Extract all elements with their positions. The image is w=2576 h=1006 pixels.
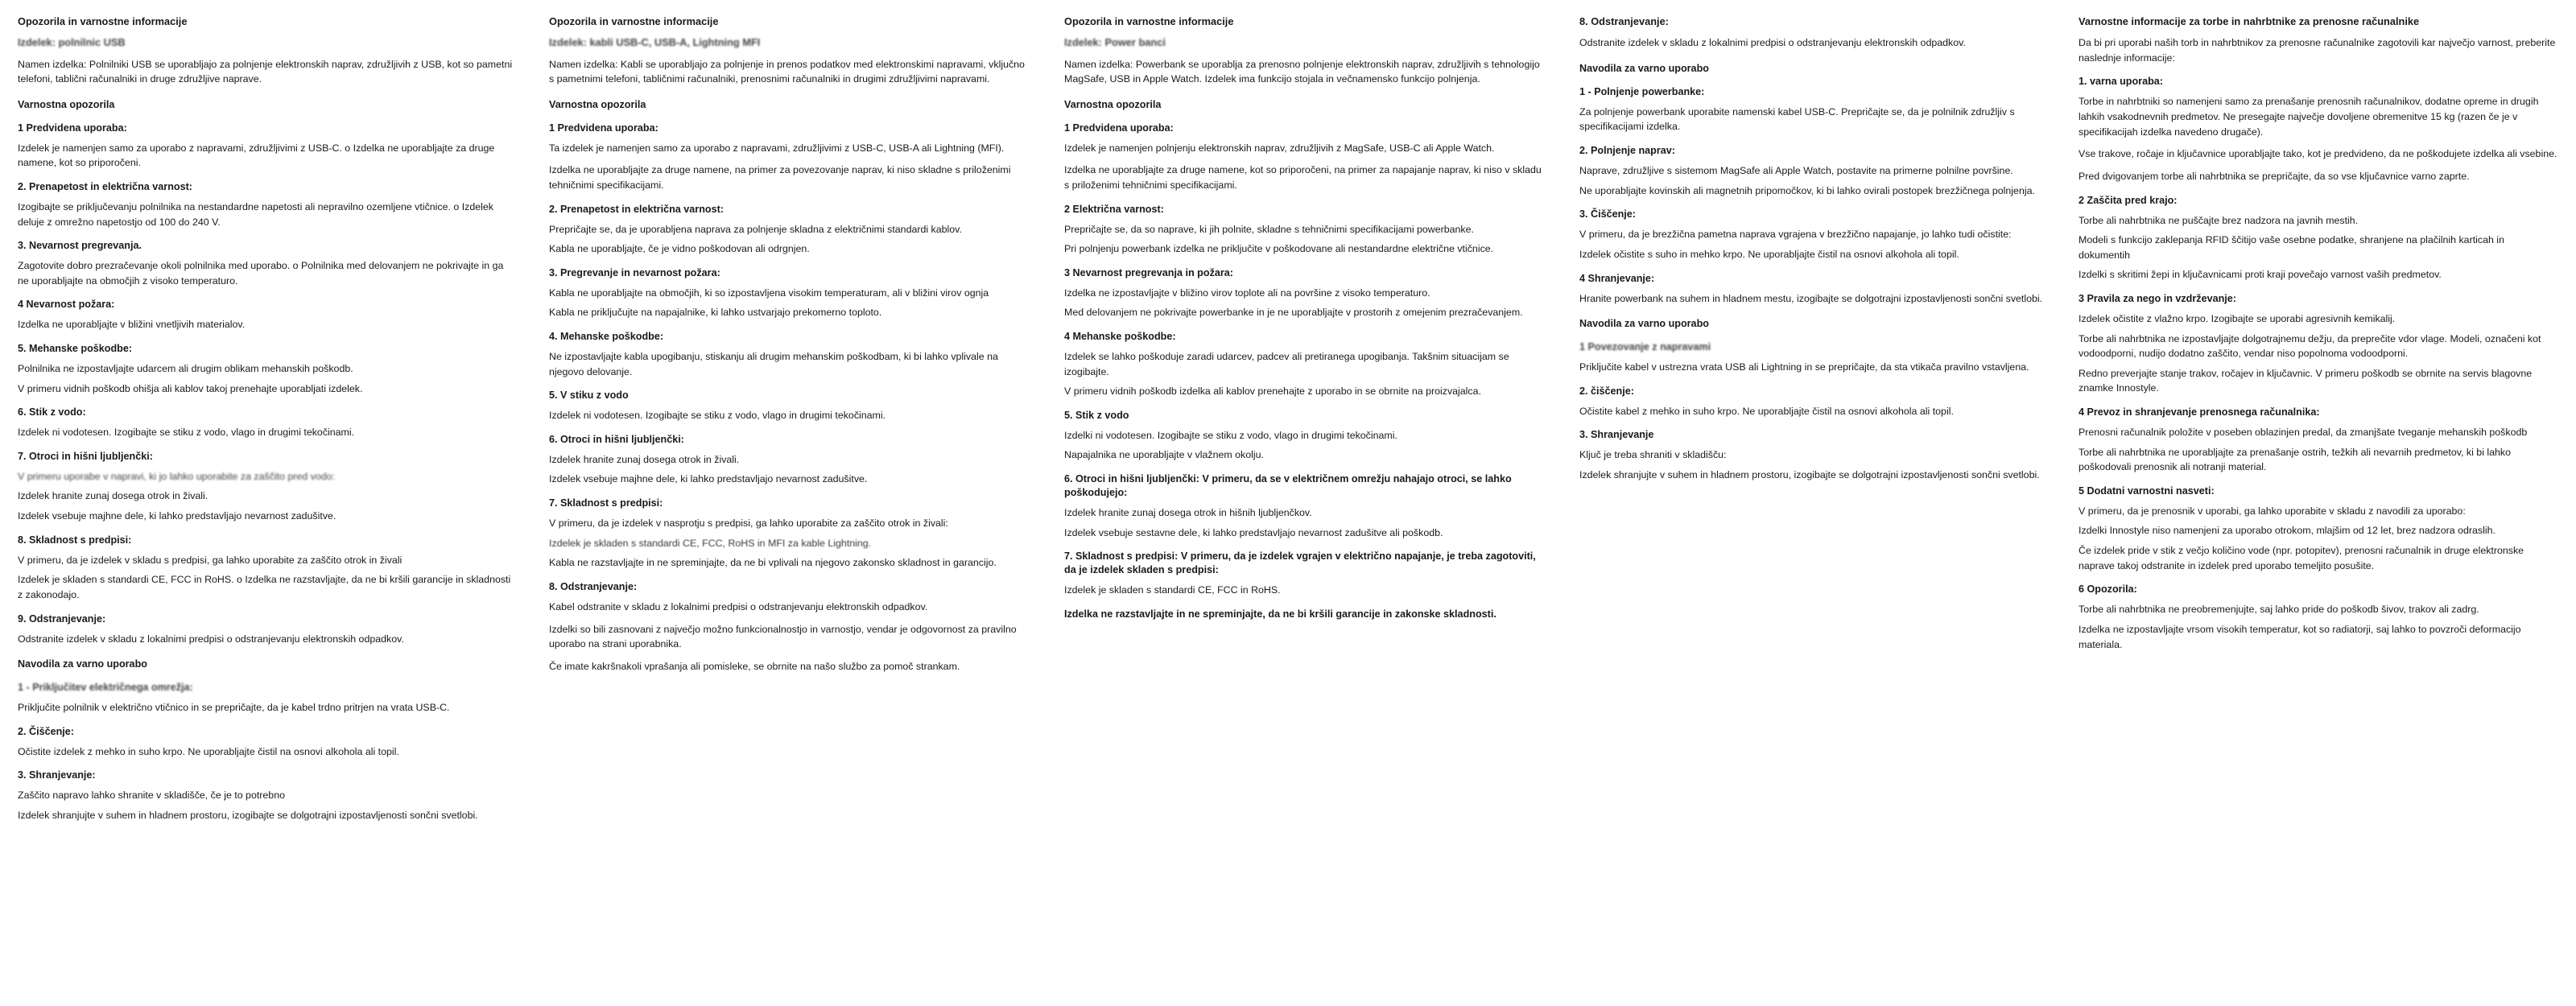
body-paragraph: Torbe ali nahrbtnika ne uporabljajte za prenašanje ostrih, težkih ali nevarnih predmetov, ki bi lahko poškodovali prenosnik ali notranji material. [2079, 446, 2512, 473]
body-paragraph: Ne uporabljajte kovinskih ali magnetnih pripomočkov, ki bi lahko ovirali postopek brezžičnega polnjenja. [1579, 184, 2035, 196]
body-paragraph: Namen izdelka: Polnilniki USB se uporabljajo za polnjenje elektronskih naprav, združljivih z USB, kot so pametni telefoni, tablični računalniki in druge združljive naprave. [18, 58, 513, 85]
sub-heading: 1. varna uporaba: [2079, 76, 2163, 88]
section-heading: Navodila za varno uporabo [1579, 318, 1709, 330]
body-paragraph: Prenosni računalnik položite v poseben oblazinjen predal, da zmanjšate tveganje mehanskih poškodb [2079, 427, 2528, 439]
body-paragraph: V primeru uporabe v napravi, ki jo lahko uporabite za zaščito pred vodo: [18, 470, 335, 482]
body-paragraph: Če izdelek pride v stik z večjo količino vode (npr. potopitev), prenosni računalnik in druge elektronske naprave takoj odstranite in izdelek pred uporabo temeljito posušite. [2079, 545, 2524, 571]
sub-heading: 6 Opozorila: [2079, 583, 2137, 596]
body-paragraph: Izdelek shranjujte v suhem in hladnem prostoru, izogibajte se dolgotrajni izpostavljenosti sončni svetlobi. [1579, 468, 2040, 480]
document-column-backpack [2061, 14, 2576, 659]
body-paragraph: Izdelki ni vodotesen. Izogibajte se stiku z vodo, vlago in drugimi tekočinami. [1064, 429, 1397, 441]
sub-heading: 6. Otroci in hišni ljubljenčki: V primeru, da se v električnem omrežju nahajajo otroci, se lahko poškodujejo: [1064, 473, 1512, 499]
body-paragraph: Izdelek se lahko poškoduje zaradi udarcev, padcev ali pretiranega upogibanja. Takšnim situacijam se izogibajte. [1064, 351, 1509, 377]
body-paragraph: Zagotovite dobro prezračevanje okoli polnilnika med uporabo. o Polnilnika med delovanjem ne pokrivajte in ga ne uporabljajte na območjih z visoko temperaturo. [18, 260, 504, 287]
body-paragraph: Napajalnika ne uporabljajte v vlažnem okolju. [1064, 449, 1264, 461]
body-paragraph: Izdelek je skladen s standardi CE, FCC, RoHS in MFI za kable Lightning. [549, 537, 872, 549]
body-paragraph: Priključite kabel v ustrezna vrata USB ali Lightning in se prepričajte, da sta vtikača pravilno vstavljena. [1579, 361, 2029, 373]
section-heading: Navodila za varno uporabo [1579, 62, 1709, 74]
document-column-powerbank-continued [1562, 14, 2061, 490]
body-paragraph: Izogibajte se priključevanju polnilnika na nestandardne napetosti ali nepravilno ozemljene vtičnice. o Izdelek deluje z omrežno napetostjo od 100 do 240 V. [18, 200, 493, 228]
body-paragraph: Kabla ne uporabljajte na območjih, ki so izpostavljena visokim temperaturam, ali v bližini virov ognja [549, 287, 989, 299]
body-paragraph: Izdelek vsebuje majhne dele, ki lahko predstavljajo nevarnost zadušitve. [18, 510, 336, 522]
body-paragraph: Izdelek je skladen s standardi CE, FCC in RoHS. [1064, 584, 1281, 596]
body-paragraph: Izdelek vsebuje sestavne dele, ki lahko predstavljajo nevarnost zadušitve ali poškodb. [1064, 526, 1443, 538]
sub-heading: 1 Predvidena uporaba: [18, 122, 127, 134]
sub-heading: 4 Mehanske poškodbe: [1064, 331, 1176, 343]
body-paragraph: Ne izpostavljajte kabla upogibanju, stiskanju ali drugim mehanskim poškodbam, ki bi lahko vplivale na njegovo delovanje. [549, 351, 998, 377]
sub-heading: 4 Nevarnost požara: [18, 299, 115, 311]
body-paragraph: Izdelek je namenjen polnjenju elektronskih naprav, združljivih z MagSafe, USB-C ali Apple Watch. [1064, 142, 1495, 154]
sub-heading: 2. Polnjenje naprav: [1579, 145, 1675, 157]
body-paragraph: Med delovanjem ne pokrivajte powerbanke in je ne uporabljajte v prostorih z omejenim prezračevanjem. [1064, 307, 1523, 319]
body-paragraph: Namen izdelka: Powerbank se uporablja za prenosno polnjenje elektronskih naprav, združljivih s tehnologijo MagSafe, USB in Apple Watch. Izdelek ima funkcijo stojala in večnamensko funkcijo polnjenja. [1064, 58, 1540, 85]
body-paragraph: Kabel odstranite v skladu z lokalnimi predpisi o odstranjevanju elektronskih odpadkov. [549, 600, 928, 612]
body-paragraph: Priključite polnilnik v električno vtičnico in se prepričajte, da je kabel trdno pritrjen na vrata USB-C. [18, 702, 450, 714]
sub-heading: 5. V stiku z vodo [549, 390, 629, 402]
sub-heading: 1 - Priključitev električnega omrežja: [18, 682, 193, 694]
column-title: Opozorila in varnostne informacije [549, 15, 719, 27]
body-paragraph: Izdelek očistite s suho in mehko krpo. Ne uporabljajte čistil na osnovi alkohola ali topil. [1579, 248, 1959, 260]
body-paragraph: V primeru vidnih poškodb izdelka ali kablov prenehajte z uporabo in se obrnite na proizvajalca. [1064, 385, 1481, 398]
body-paragraph: Kabla ne uporabljajte, če je vidno poškodovan ali odrgnjen. [549, 243, 810, 255]
body-paragraph: Izdelki s skritimi žepi in ključavnicami proti kraji povečajo varnost vaših predmetov. [2079, 269, 2442, 281]
column-title: Varnostne informacije za torbe in nahrbtnike za prenosne računalnike [2079, 15, 2420, 27]
body-paragraph: Naprave, združljive s sistemom MagSafe ali Apple Watch, postavite na primerne polnilne površine. [1579, 165, 2013, 177]
sub-heading: 6. Stik z vodo: [18, 406, 86, 418]
body-paragraph: V primeru, da je prenosnik v uporabi, ga lahko uporabite v skladu z navodili za uporabo: [2079, 505, 2466, 517]
body-paragraph: Očistite izdelek z mehko in suho krpo. Ne uporabljajte čistil na osnovi alkohola ali topil. [18, 745, 399, 757]
sub-heading: 5. Mehanske poškodbe: [18, 343, 133, 355]
column-product-label: Izdelek: kabli USB-C, USB-A, Lightning MFI [549, 36, 761, 49]
sub-heading: 3. Shranjevanje: [18, 769, 96, 781]
body-paragraph: Izdelek očistite z vlažno krpo. Izogibajte se uporabi agresivnih kemikalij. [2079, 312, 2396, 324]
body-paragraph: Hranite powerbank na suhem in hladnem mestu, izogibajte se dolgotrajni izpostavljenosti sončni svetlobi. [1579, 292, 2043, 304]
sub-heading: 8. Odstranjevanje: [1579, 15, 1669, 27]
body-paragraph: Zaščito napravo lahko shranite v skladišče, če je to potrebno [18, 790, 285, 802]
body-paragraph: Torbe ali nahrbtnika ne izpostavljajte dolgotrajnemu dežju, da preprečite vdor vlage. Modeli, označeni kot vodoodporni, nudijo dodatno zaščito, vendar niso popolnoma vodoodporni. [2079, 332, 2541, 360]
body-paragraph: Da bi pri uporabi naših torb in nahrbtnikov za prenosne računalnike zagotovili kar največjo varnost, preberite naslednje informacije: [2079, 37, 2556, 64]
sub-heading: 3 Nevarnost pregrevanja in požara: [1064, 266, 1233, 278]
sub-heading: 1 - Polnjenje powerbanke: [1579, 85, 1705, 97]
body-paragraph: V primeru, da je izdelek v skladu s predpisi, ga lahko uporabite za zaščito otrok in živali [18, 554, 402, 566]
body-paragraph: Polnilnika ne izpostavljajte udarcem ali drugim oblikam mehanskih poškodb. [18, 363, 353, 375]
sub-heading: 5. Stik z vodo [1064, 409, 1129, 421]
body-paragraph: Odstranite izdelek v skladu z lokalnimi predpisi o odstranjevanju elektronskih odpadkov. [18, 633, 404, 645]
column-product-label: Izdelek: polnilnic USB [18, 36, 126, 49]
column-product-label: Izdelek: Power banci [1064, 36, 1166, 49]
body-paragraph: Za polnjenje powerbank uporabite namenski kabel USB-C. Prepričajte se, da je polnilnik združljiv s specifikacijami izdelka. [1579, 105, 2015, 133]
sub-heading: 9. Odstranjevanje: [18, 612, 106, 625]
sub-heading: 3. Čiščenje: [1579, 208, 1636, 221]
sub-heading: 8. Skladnost s predpisi: [18, 534, 132, 546]
body-paragraph: Modeli s funkcijo zaklepanja RFID ščitijo vaše osebne podatke, shranjene na plačilnih karticah in dokumentih [2079, 234, 2504, 261]
sub-heading: 2. Čiščenje: [18, 725, 74, 737]
sub-heading: 1 Povezovanje z napravami [1579, 341, 1711, 353]
body-paragraph: Pred dvigovanjem torbe ali nahrbtnika se prepričajte, da so vse ključavnice varno zaprte. [2079, 170, 2470, 182]
body-paragraph: Izdelek je namenjen samo za uporabo z napravami, združljivimi z USB-C. o Izdelka ne uporabljajte za druge namene, kot so priporočeni. [18, 142, 495, 169]
document-column-powerbank [1046, 14, 1562, 629]
body-paragraph: Torbe in nahrbtniki so namenjeni samo za prenašanje prenosnih računalnikov, dodatne opreme in drugih lahkih vsakodnevnih predmetov. Ne presegajte največje dovoljene obremenitve 15 kg (razen če je v specifikacijah izdelka navedeno drugače). [2079, 96, 2539, 138]
section-heading: Navodila za varno uporabo [18, 658, 147, 670]
body-paragraph: Izdelek hranite zunaj dosega otrok in hišnih ljubljenčkov. [1064, 507, 1312, 519]
body-paragraph: Izdelek ni vodotesen. Izogibajte se stiku z vodo, vlago in drugimi tekočinami. [18, 427, 355, 439]
sub-heading: 3. Shranjevanje [1579, 429, 1654, 441]
sub-heading: 6. Otroci in hišni ljubljenčki: [549, 433, 684, 445]
body-paragraph: Izdelek hranite zunaj dosega otrok in živali. [549, 453, 740, 465]
section-heading: Varnostna opozorila [549, 98, 646, 110]
sub-heading: 2 Električna varnost: [1064, 203, 1164, 215]
body-paragraph: Izdelek hranite zunaj dosega otrok in živali. [18, 490, 208, 502]
body-paragraph: Izdelki so bili zasnovani z največjo možno funkcionalnostjo in varnostjo, vendar je odgovornost za pravilno uporabo na strani uporabnika. [549, 623, 1017, 650]
body-paragraph: Izdelka ne uporabljajte v bližini vnetljivih materialov. [18, 319, 246, 331]
body-paragraph: V primeru, da je brezžična pametna naprava vgrajena v brezžično napajanje, jo lahko tudi očistite: [1579, 229, 2012, 241]
body-paragraph: Odstranite izdelek v skladu z lokalnimi predpisi o odstranjevanju elektronskih odpadkov. [1579, 37, 1966, 49]
sub-heading: 2. Prenapetost in električna varnost: [549, 203, 724, 215]
sub-heading: 7. Otroci in hišni ljubljenčki: [18, 450, 153, 462]
body-paragraph: V primeru, da je izdelek v nasprotju s predpisi, ga lahko uporabite za zaščito otrok in živali: [549, 517, 948, 530]
body-paragraph: Izdelka ne uporabljajte za druge namene, na primer za povezovanje naprav, ki niso skladne s priloženimi tehničnimi specifikacijami. [549, 164, 1011, 191]
column-title: Opozorila in varnostne informacije [1064, 15, 1234, 27]
body-paragraph: Redno preverjajte stanje trakov, ročajev in ključavnic. V primeru poškodb se obrnite na servis blagovne znamke Innostyle. [2079, 367, 2533, 394]
body-paragraph: Očistite kabel z mehko in suho krpo. Ne uporabljajte čistil na osnovi alkohola ali topil. [1579, 405, 1954, 417]
body-paragraph: Namen izdelka: Kabli se uporabljajo za polnjenje in prenos podatkov med elektronskimi napravami, vključno s pametnimi telefoni, tabličnimi računalniki, prenosnimi računalniki in drugimi združljivimi napravami. [549, 58, 1025, 85]
body-paragraph: Vse trakove, ročaje in ključavnice uporabljajte tako, kot je predvideno, da ne poškodujete izdelka ali vsebine. [2079, 148, 2557, 160]
body-paragraph: Ključ je treba shraniti v skladišču: [1579, 449, 1727, 461]
body-paragraph: Prepričajte se, da je uporabljena naprava za polnjenje skladna z električnimi standardi kablov. [549, 223, 962, 235]
body-paragraph: Torbe ali nahrbtnika ne preobremenjujte, saj lahko pride do poškodb šivov, trakov ali zadrg. [2079, 604, 2479, 616]
body-paragraph: Če imate kakršnakoli vprašanja ali pomisleke, se obrnite na našo službo za pomoč strankam. [549, 660, 960, 672]
sub-heading: 3. Pregrevanje in nevarnost požara: [549, 266, 720, 278]
sub-heading: 7. Skladnost s predpisi: V primeru, da je izdelek vgrajen v električno napajanje, je treba zagotoviti, da je izdelek skladen s predpisi: [1064, 550, 1536, 576]
sub-heading: 8. Odstranjevanje: [549, 580, 638, 592]
column-title: Opozorila in varnostne informacije [18, 15, 188, 27]
document-column-usb-cable [0, 14, 531, 831]
body-paragraph: V primeru vidnih poškodb ohišja ali kablov takoj prenehajte uporabljati izdelek. [18, 382, 363, 394]
sub-heading: 4 Prevoz in shranjevanje prenosnega računalnika: [2079, 406, 2320, 418]
body-paragraph: Izdelek je skladen s standardi CE, FCC in RoHS. o Izdelka ne razstavljajte, da ne bi kršili garancije in skladnosti z zakonodajo. [18, 574, 511, 600]
body-paragraph: Izdelka ne izpostavljajte vrsom visokih temperatur, kot so radiatorji, saj lahko to povzroči deformacijo materiala. [2079, 623, 2521, 650]
body-paragraph: Izdelki Innostyle niso namenjeni za uporabo otrokom, mlajšim od 12 let, brez nadzora odraslih. [2079, 525, 2496, 537]
body-paragraph: Kabla ne priključujte na napajalnike, ki lahko ustvarjajo prekomerno toploto. [549, 307, 882, 319]
sub-heading: 1 Predvidena uporaba: [1064, 122, 1174, 134]
body-paragraph: Izdelek vsebuje majhne dele, ki lahko predstavljajo nevarnost zadušitve. [549, 473, 868, 485]
sub-heading: 2. Prenapetost in električna varnost: [18, 180, 192, 192]
body-paragraph: Izdelka ne uporabljajte za druge namene, kot so priporočeni, na primer za napajanje naprav, ki niso v skladu s priloženimi tehničnimi specifikacijami. [1064, 164, 1542, 191]
sub-heading: 2. čiščenje: [1579, 385, 1634, 397]
document-column-cables [531, 14, 1046, 681]
body-paragraph: Ta izdelek je namenjen samo za uporabo z napravami, združljivimi z USB-C, USB-A ali Lightning (MFI). [549, 142, 1005, 154]
section-heading: Varnostna opozorila [1064, 98, 1162, 110]
body-paragraph: Pri polnjenju powerbank izdelka ne priključite v poškodovane ali nestandardne električne vtičnice. [1064, 243, 1494, 255]
sub-heading: 4. Mehanske poškodbe: [549, 331, 664, 343]
body-paragraph: Kabla ne razstavljajte in ne spreminjajte, da ne bi vplivali na njegovo zakonsko skladnost in garancijo. [549, 557, 997, 569]
body-paragraph: Izdelek shranjujte v suhem in hladnem prostoru, izogibajte se dolgotrajni izpostavljenosti sončni svetlobi. [18, 809, 478, 821]
sub-heading: 1 Predvidena uporaba: [549, 122, 658, 134]
body-paragraph: Torbe ali nahrbtnika ne puščajte brez nadzora na javnih mestih. [2079, 214, 2359, 226]
sub-heading: 5 Dodatni varnostni nasveti: [2079, 484, 2215, 497]
sub-heading: 3. Nevarnost pregrevanja. [18, 240, 142, 252]
sub-heading: 2 Zaščita pred krajo: [2079, 194, 2178, 206]
body-paragraph: Prepričajte se, da so naprave, ki jih polnite, skladne s tehničnimi specifikacijami powerbanke. [1064, 223, 1474, 235]
sub-heading: 3 Pravila za nego in vzdrževanje: [2079, 292, 2236, 304]
sub-heading: Izdelka ne razstavljajte in ne spreminjajte, da ne bi kršili garancije in zakonske skladnosti. [1064, 608, 1496, 620]
body-paragraph: Izdelek ni vodotesen. Izogibajte se stiku z vodo, vlago in drugimi tekočinami. [549, 410, 886, 422]
sub-heading: 4 Shranjevanje: [1579, 272, 1655, 284]
body-paragraph: Izdelka ne izpostavljajte v bližino virov toplote ali na površine z visoko temperaturo. [1064, 287, 1430, 299]
section-heading: Varnostna opozorila [18, 98, 115, 110]
sub-heading: 7. Skladnost s predpisi: [549, 497, 663, 509]
